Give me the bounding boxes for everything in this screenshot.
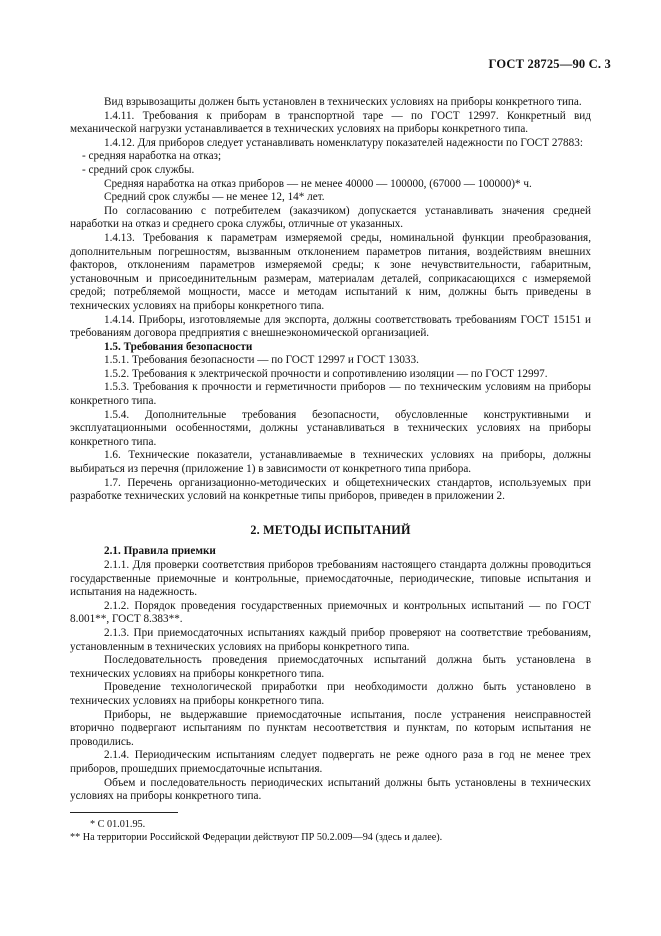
paragraph: 2.1.1. Для проверки соответствия приборов требованиям настоящего стандарта должны проводиться государственные приемочные и контрольные, приемосдаточные, периодические, типовые испытания и испытания на надежность. (70, 559, 591, 599)
paragraph: 2.1.3. При приемосдаточных испытаниях каждый прибор проверяют на соответствие требованиям, установленным в технических условиях на приборы конкретного типа. (70, 626, 591, 653)
paragraph: Вид взрывозащиты должен быть установлен в технических условиях на приборы конкретного типа. (104, 96, 582, 108)
section-heading: 2. МЕТОДЫ ИСПЫТАНИЙ (250, 522, 411, 537)
page-header: ГОСТ 28725—90 С. 3 (488, 57, 611, 71)
paragraph: Средняя наработка на отказ приборов — не менее 40000 — 100000, (67000 — 100000)* ч. (104, 177, 532, 190)
paragraph: 1.4.12. Для приборов следует устанавливать номенклатуру показателей надежности по ГОСТ 27883: (104, 136, 583, 149)
paragraph: 1.6. Технические показатели, устанавливаемые в технических условиях на приборы, должны выбираться из перечня (приложение 1) в зависимости от конкретного типа прибора. (70, 449, 591, 476)
paragraph: Средний срок службы — не менее 12, 14* лет. (104, 191, 325, 204)
paragraph: 1.5.2. Требования к электрической прочности и сопротивлению изоляции — по ГОСТ 12997. (104, 367, 548, 380)
paragraph: По согласованию с потребителем (заказчиком) допускается устанавливать значения средней наработки на отказ и среднего срока службы, отличные от указанных. (70, 204, 591, 231)
paragraph: Приборы, не выдержавшие приемосдаточные испытания, после устранения неисправностей вторично подвергают испытаниям по пунктам несоответствия и пунктам, по которым испытания не проводились. (70, 708, 591, 748)
paragraph: 1.7. Перечень организационно-методических и общетехнических стандартов, используемых при разработке технических условий на конкретные типы приборов, приведен в приложении 2. (70, 476, 591, 503)
list-item: - средняя наработка на отказ; (82, 150, 222, 163)
paragraph: 2.1.2. Порядок проведения государственных приемочных и контрольных испытаний — по ГОСТ 8.001**, ГОСТ 8.383**. (70, 599, 591, 626)
footnote: * С 01.01.95. (90, 819, 146, 830)
paragraph: 1.4.14. Приборы, изготовляемые для экспорта, должны соответствовать требованиям ГОСТ 15151 и требованиям договора предприятия с внешнеэкономической организацией. (70, 313, 591, 340)
paragraph: Проведение технологической приработки при необходимости должно быть установлено в технических условиях на приборы конкретного типа. (70, 681, 591, 707)
paragraph: 1.5.3. Требования к прочности и герметичности приборов — по техническим условиям на приборы конкретного типа. (70, 381, 591, 408)
subsection-heading: 1.5. Требования безопасности (104, 340, 253, 353)
spacer (70, 504, 591, 518)
paragraph: 1.4.11. Требования к приборам в транспортной таре — по ГОСТ 12997. Конкретный вид механической нагрузки устанавливается в технических условиях на приборы конкретного типа. (70, 109, 591, 136)
subsection-heading: 2.1. Правила приемки (104, 545, 216, 558)
paragraph: 1.4.13. Требования к параметрам измеряемой среды, номинальной функции преобразования, дополнительным погрешностям, вызванным отклонением параметров питания, воздействиям внешних факторов, отклонениям параметров измеряемой среды; к зоне нечувствительности, габаритным, установочным и присоединительным размерам, материалам деталей, соприкасающихся с измеряемой средой; потребляемой мощности, массе и методам испытаний к ним, должны быть приведены в технических условиях на приборы конкретного типа. (70, 231, 591, 312)
paragraph: Последовательность проведения приемосдаточных испытаний должна быть установлена в технических условиях на приборы конкретного типа. (70, 654, 591, 680)
paragraph: Объем и последовательность периодических испытаний должны быть установлены в технических условиях на приборы конкретного типа. (70, 776, 591, 803)
footnote-divider (70, 812, 178, 813)
document-body (70, 96, 591, 804)
paragraph: 2.1.4. Периодическим испытаниям следует подвергать не реже одного раза в год не менее трех приборов, прошедших приемосдаточные испытания. (70, 749, 591, 775)
paragraph: 1.5.1. Требования безопасности — по ГОСТ 12997 и ГОСТ 13033. (104, 354, 419, 367)
list-item: - средний срок службы. (82, 163, 195, 176)
footnote: ** На территории Российской Федерации действуют ПР 50.2.009—94 (здесь и далее). (70, 832, 443, 843)
paragraph: 1.5.4. Дополнительные требования безопасности, обусловленные конструктивными и эксплуатационными особенностями, должны устанавливаться в технических условиях на приборы конкретного типа. (70, 408, 591, 448)
